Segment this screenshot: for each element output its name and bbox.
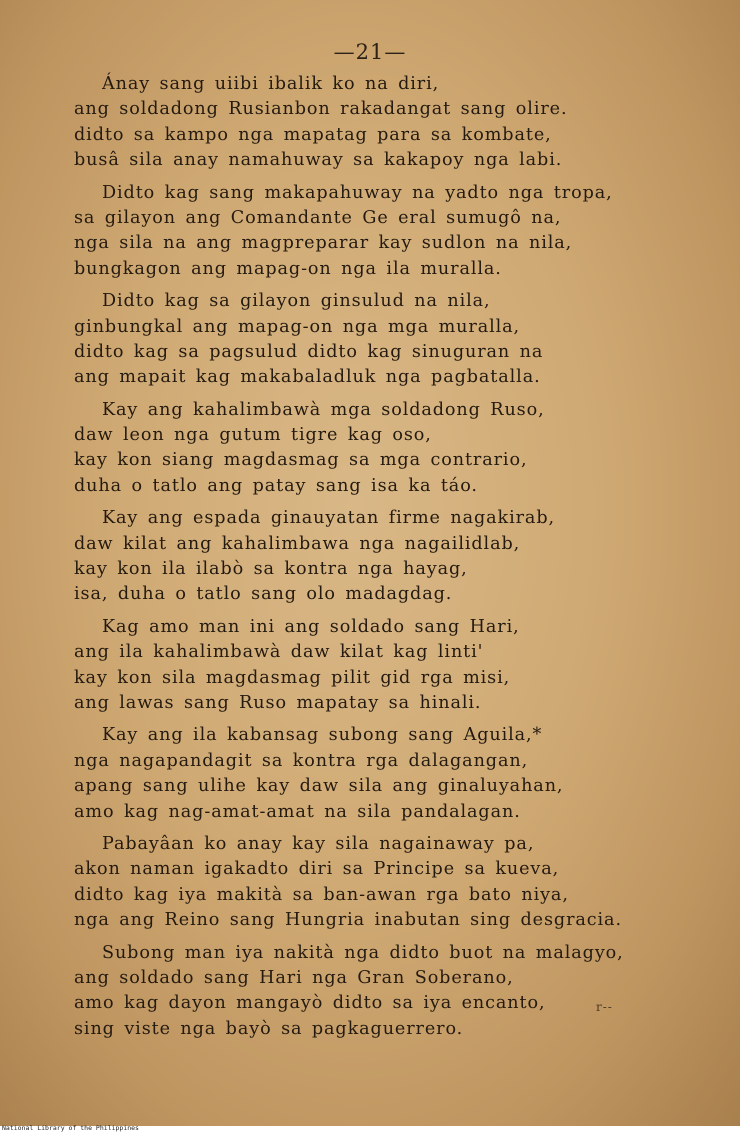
verse-line: daw kilat ang kahalimbawa nga nagailidlab,: [74, 533, 521, 554]
verse-line: Pabayâan ko anay kay sila nagainaway pa,: [102, 833, 535, 854]
verse-line: sing viste nga bayò sa pagkaguerrero.: [74, 1018, 464, 1039]
stanza: [74, 615, 674, 717]
verse-line: duha o tatlo ang patay sang isa ka táo.: [74, 475, 478, 496]
verse-body: [74, 72, 674, 1049]
verse-line: Kag amo man ini ang soldado sang Hari,: [102, 616, 520, 637]
verse-line: ang soldadong Rusianbon rakadangat sang olire.: [74, 99, 568, 120]
stanza: [74, 289, 674, 391]
verse-line: kay kon ila ilabò sa kontra nga hayag,: [74, 559, 468, 580]
stanza: [74, 181, 674, 283]
verse-line: Ánay sang uiibi ibalik ko na diri,: [102, 74, 440, 94]
verse-line: nga nagapandagit sa kontra rga dalagangan,: [74, 750, 529, 771]
verse-line: kay kon sila magdasmag pilit gid rga misi,: [74, 667, 511, 688]
verse-line: kay kon siang magdasmag sa mga contrario,: [74, 450, 528, 471]
verse-line: amo kag dayon mangayò didto sa iya encanto,: [74, 993, 546, 1014]
end-mark: r--: [596, 1000, 613, 1014]
verse-line: isa, duha o tatlo sang olo madagdag.: [74, 584, 453, 605]
verse-line: didto kag sa pagsulud didto kag sinuguran na: [74, 341, 544, 362]
verse-line: ang soldado sang Hari nga Gran Soberano,: [74, 967, 514, 988]
verse-line: Subong man iya nakità nga didto buot na malagyo,: [102, 942, 624, 963]
verse-line: amo kag nag-amat-amat na sila pandalagan.: [74, 801, 521, 822]
verse-line: Didto kag sa gilayon ginsulud na nila,: [102, 291, 491, 312]
verse-line: Didto kag sang makapahuway na yadto nga tropa,: [102, 182, 613, 203]
verse-line: didto sa kampo nga mapatag para sa kombate,: [74, 124, 552, 145]
verse-line: akon naman igakadto diri sa Principe sa kueva,: [74, 859, 560, 880]
verse-line: busâ sila anay namahuway sa kakapoy nga labi.: [74, 150, 563, 171]
library-credit: National Library of the Philippines: [2, 1124, 139, 1132]
verse-line: Kay ang ila kabansag subong sang Aguila,*: [102, 725, 543, 746]
verse-line: ang ila kahalimbawà daw kilat kag linti': [74, 642, 484, 663]
stanza: [74, 72, 674, 174]
stanza: [74, 832, 674, 934]
verse-line: nga ang Reino sang Hungria inabutan sing desgracia.: [74, 910, 622, 931]
verse-line: sa gilayon ang Comandante Ge eral sumugô na,: [74, 207, 562, 228]
page-number: —21—: [333, 40, 407, 64]
verse-line: bungkagon ang mapag-on nga ila muralla.: [74, 258, 502, 279]
verse-line: ginbungkal ang mapag-on nga mga muralla,: [74, 316, 521, 337]
verse-line: nga sila na ang magpreparar kay sudlon na nila,: [74, 233, 573, 254]
stanza: [74, 506, 674, 608]
verse-line: apang sang ulihe kay daw sila ang ginaluyahan,: [74, 776, 564, 797]
stanza: [74, 723, 674, 825]
verse-line: ang mapait kag makabaladluk nga pagbatalla.: [74, 367, 541, 388]
verse-line: didto kag iya makità sa ban-awan rga bato niya,: [74, 884, 569, 905]
verse-line: ang lawas sang Ruso mapatay sa hinali.: [74, 692, 482, 713]
stanza: [74, 398, 674, 500]
verse-line: daw leon nga gutum tigre kag oso,: [74, 425, 432, 446]
verse-line: Kay ang kahalimbawà mga soldadong Ruso,: [102, 399, 545, 420]
stanza: [74, 941, 674, 1043]
verse-line: Kay ang espada ginauyatan firme nagakirab,: [102, 508, 555, 529]
